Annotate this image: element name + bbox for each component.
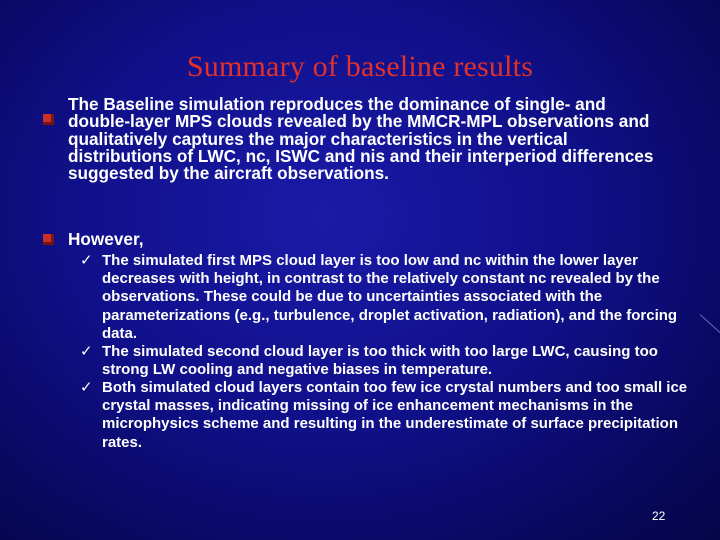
bullet-square-icon [43, 114, 54, 125]
sub-bullet-ice-crystals: Both simulated cloud layers contain too few ice crystal numbers and too small ice crystal masses, indicating missing of ice enhancement mechanisms in the microphysics scheme and resulting in the underestimate of surface precipitation rates. [102, 379, 688, 451]
checkmark-icon: ✓ [80, 343, 93, 360]
sub-bullet-first-layer: The simulated first MPS cloud layer is too low and nc within the lower layer decreases with height, in contrast to the relatively constant nc revealed by the observations. These could be due to uncertainties associated with the parameterizations (e.g., turbulence, droplet activation, radiation), and the forcing data. [102, 252, 678, 342]
page-number: 22 [652, 509, 666, 523]
decorative-line [700, 314, 720, 337]
bullet-square-icon [43, 234, 54, 245]
sub-bullet-second-layer: The simulated second cloud layer is too thick with too large LWC, causing too strong LW cooling and negative biases in temperature. [102, 343, 658, 379]
checkmark-icon: ✓ [80, 252, 93, 269]
bullet-text-baseline: The Baseline simulation reproduces the dominance of single- and double-layer MPS clouds revealed by the MMCR-MPL observations and qualitatively captures the major characteristics in the vertical distributions of LWC, nc, ISWC and nis and their interperiod differences suggested by the aircraft observations. [68, 94, 654, 184]
checkmark-icon: ✓ [80, 379, 93, 396]
bullet-text-however: However, [68, 229, 144, 249]
slide-title: Summary of baseline results [186, 50, 534, 83]
